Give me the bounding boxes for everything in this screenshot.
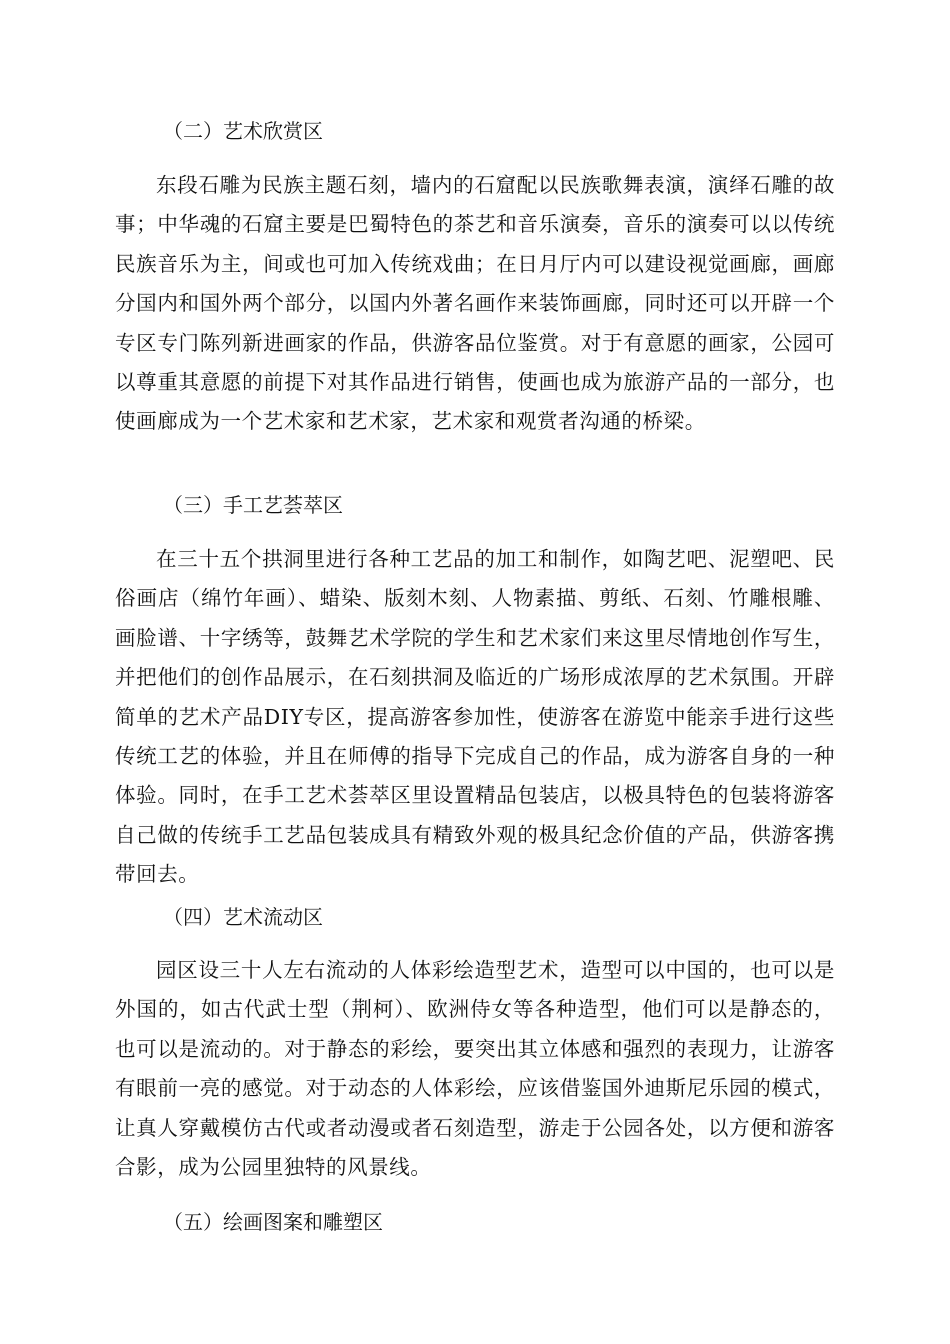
section-paragraph-handicraft: 在三十五个拱洞里进行各种工艺品的加工和制作，如陶艺吧、泥塑吧、民俗画店（绵竹年画）、蜡染、版刻木刻、人物素描、剪纸、石刻、竹雕根雕、画脸谱、十字绣等，鼓舞艺术学院的学生和艺术家们来这里尽情地创作写生，并把他们的创作品展示，在石刻拱洞及临近的广场形成浓厚的艺术氛围。开辟简单的艺术产品DIY专区，提高游客参加性，使游客在游览中能亲手进行这些传统工艺的体验，并且在师傅的指导下完成自己的作品，成为游客自身的一种体验。同时，在手工艺术荟萃区里设置精品包装店，以极具特色的包装将游客自己做的传统手工艺品包装成具有精致外观的极具纪念价值的产品，供游客携带回去。 xyxy=(115,547,835,887)
section-paragraph-art-appreciation: 东段石雕为民族主题石刻，墙内的石窟配以民族歌舞表演，演绎石雕的故事；中华魂的石窟主要是巴蜀特色的茶艺和音乐演奏，音乐的演奏可以以传统民族音乐为主，间或也可加入传统戏曲；在日月厅内可以建设视觉画廊，画廊分国内和国外两个部分，以国内外著名画作来装饰画廊，同时还可以开辟一个专区专门陈列新进画家的作品，供游客品位鉴赏。对于有意愿的画家，公园可以尊重其意愿的前提下对其作品进行销售，使画也成为旅游产品的一部分，也使画廊成为一个艺术家和艺术家，艺术家和观赏者沟通的桥梁。 xyxy=(115,173,835,434)
section-heading-art-mobile: （四）艺术流动区 xyxy=(163,905,323,929)
section-heading-art-appreciation: （二）艺术欣赏区 xyxy=(163,119,323,143)
section-paragraph-art-mobile: 园区设三十人左右流动的人体彩绘造型艺术，造型可以中国的，也可以是外国的，如古代武士型（荆柯）、欧洲侍女等各种造型，他们可以是静态的，也可以是流动的。对于静态的彩绘，要突出其立体感和强烈的表现力，让游客有眼前一亮的感觉。对于动态的人体彩绘，应该借鉴国外迪斯尼乐园的模式，让真人穿戴模仿古代或者动漫或者石刻造型，游走于公园各处，以方便和游客合影，成为公园里独特的风景线。 xyxy=(115,958,835,1180)
section-heading-painting-sculpture: （五）绘画图案和雕塑区 xyxy=(163,1210,383,1234)
section-heading-handicraft: （三）手工艺荟萃区 xyxy=(163,493,343,517)
